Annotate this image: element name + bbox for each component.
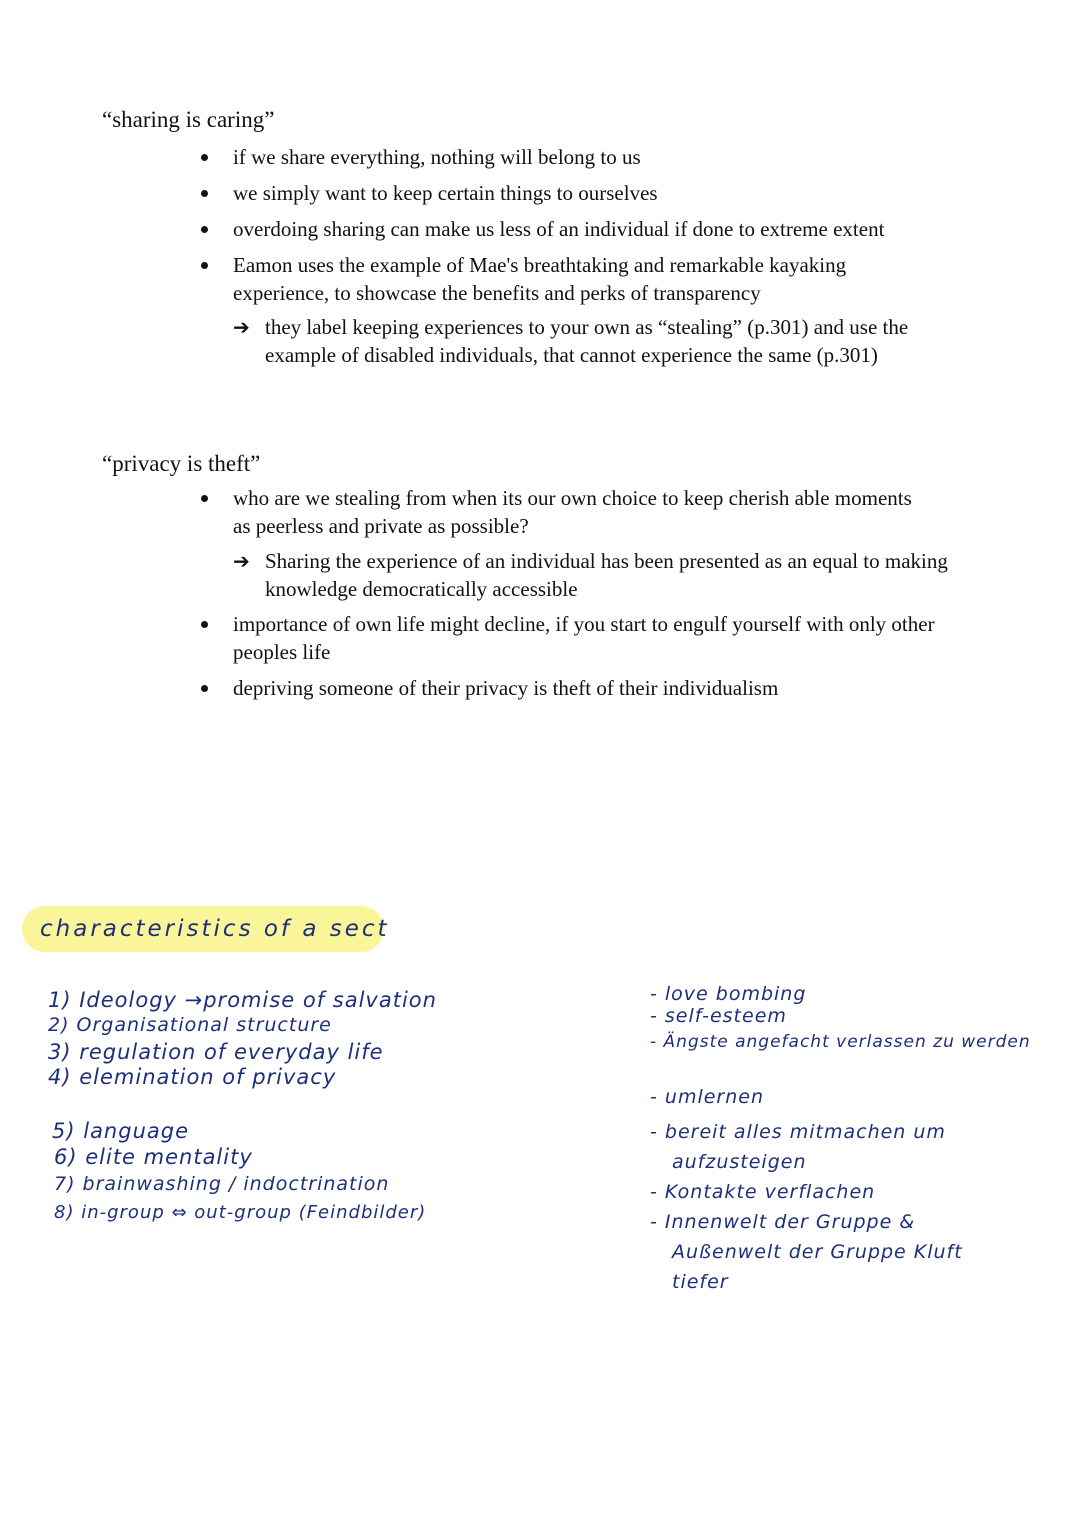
sect-characteristic-1: 1) Ideology →promise of salvation (48, 988, 437, 1012)
sect-characteristic-8: 8) in-group ⇔ out-group (Feindbilder) (54, 1202, 427, 1223)
sect-method-2: - self-esteem (650, 1005, 787, 1027)
privacy-arrow-note (233, 547, 978, 603)
list-item: overdoing sharing can make us less of an individual if done to extreme extent (198, 215, 998, 243)
handwritten-title: characteristics of a sect (40, 916, 390, 942)
list-item: if we share everything, nothing will belong to us (198, 143, 998, 171)
list-item: who are we stealing from when its our own choice to keep cherish able moments as peerless and private as possible? (198, 484, 933, 540)
section-heading-sharing: “sharing is caring” (102, 107, 275, 132)
sect-method-4: - umlernen (650, 1086, 764, 1108)
sect-method-7-end: tiefer (672, 1271, 729, 1293)
privacy-bullet-list-1 (198, 484, 998, 548)
list-item: depriving someone of their privacy is theft of their individualism (198, 674, 998, 702)
sect-method-6: - Kontakte verflachen (650, 1181, 876, 1203)
arrow-right-icon: ➔ (233, 315, 250, 339)
sect-characteristic-2: 2) Organisational structure (48, 1014, 332, 1036)
sect-method-7-cont: Außenwelt der Gruppe Kluft (672, 1241, 963, 1263)
sect-characteristic-5: 5) language (52, 1119, 189, 1143)
list-item: importance of own life might decline, if you start to engulf yourself with only other peoples life (198, 610, 973, 666)
sharing-arrow-note (233, 313, 973, 369)
section-heading-privacy: “privacy is theft” (102, 451, 261, 476)
sect-method-3: - Ängste angefacht verlassen zu werden (650, 1032, 1031, 1052)
sect-characteristic-6: 6) elite mentality (54, 1145, 253, 1169)
arrow-note-text: they label keeping experiences to your own as “stealing” (p.301) and use the example of disabled individuals, that cannot experience the same (p.301) (265, 315, 909, 367)
sect-method-7: - Innenwelt der Gruppe & (650, 1211, 916, 1233)
arrow-right-icon: ➔ (233, 549, 250, 573)
sharing-bullet-list (198, 143, 998, 315)
sect-characteristic-4: 4) elemination of privacy (48, 1065, 337, 1089)
sect-method-1: - love bombing (650, 983, 807, 1005)
sect-characteristic-7: 7) brainwashing / indoctrination (54, 1173, 390, 1195)
list-item: we simply want to keep certain things to ourselves (198, 179, 998, 207)
sect-method-5: - bereit alles mitmachen um (650, 1121, 946, 1143)
list-item: Eamon uses the example of Mae's breathtaking and remarkable kayaking experience, to showcase the benefits and perks of transparency (198, 251, 933, 307)
sect-method-5-cont: aufzusteigen (672, 1151, 807, 1173)
sect-characteristic-3: 3) regulation of everyday life (48, 1040, 384, 1064)
privacy-bullet-list-2 (198, 610, 998, 710)
arrow-note-text: Sharing the experience of an individual has been presented as an equal to making knowledge democratically accessible (265, 549, 948, 601)
